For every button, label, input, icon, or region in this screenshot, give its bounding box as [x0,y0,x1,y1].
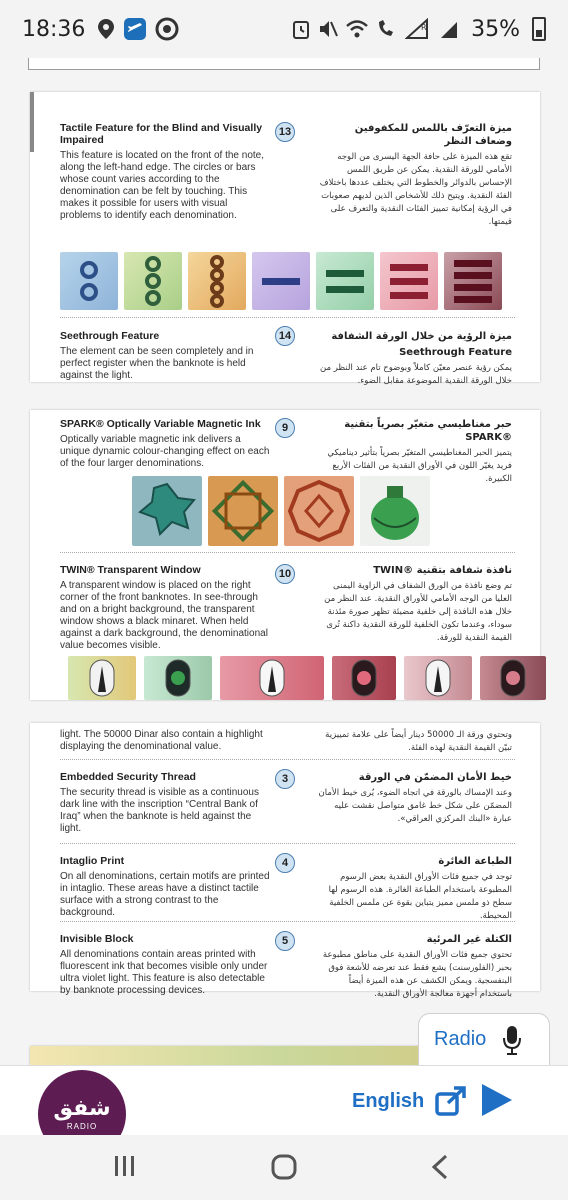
twin-image-5 [404,656,472,700]
play-icon[interactable] [478,1082,516,1118]
station-logo-sub: RADIO [66,1121,98,1131]
wifi-icon [345,18,369,40]
status-right-icons [291,17,546,42]
tactile-ar-body: تقع هذه الميزة على حافة الجهة اليسرى من الوجه الأمامي للورقة النقدية. يمكن عن طريق اللمس الإحساس بالدوائر والخطوط التي يختلف عددها باختلاف الفئة النقدية. ويتيح ذلك للأشخاص الذين لديهم صعوبات في الرؤية إمكانية تمييز الفئات النقدية والتعرف على قيمتها. [319,152,512,227]
wifi-call-icon [375,18,399,40]
tactile-number-badge: 13 [275,122,295,142]
seethrough-number-badge: 14 [275,326,295,346]
document-page-1 [30,92,540,386]
status-left-icons [97,17,179,41]
twin-images [68,656,546,700]
spark-en-body: Optically variable magnetic ink delivers a unique dynamic colour-changing effect on each of the four larger denominations. [60,434,270,469]
spark-ar-title: حبر مغناطيسي متغيّر بصرياً بتقنية ®SPARK [344,419,512,443]
tactile-image-4 [252,252,310,310]
section-divider-5 [60,921,515,922]
language-button[interactable]: English [352,1090,425,1112]
invisible-en-title: Invisible Block [60,933,134,945]
twin-image-2 [144,656,212,700]
back-icon[interactable] [428,1153,452,1181]
tactile-image-3 [188,252,246,310]
spark-number-badge: 9 [275,418,295,438]
home-icon[interactable] [270,1153,298,1181]
station-logo-text: شفق [53,1095,111,1121]
intaglio-ar-body: توجد في جميع فئات الأوراق النقدية بعض الرسوم المطبوعة باستخدام الطباعة الغائرة. هذه الرسوم لها سطح ذو ملمس مميز يتباين بقوة عن ملمس الخلفية المحيطة. [328,872,512,921]
thread-en-title: Embedded Security Thread [60,771,196,783]
signal-bars-icon [439,18,459,40]
invisible-ar-body: تحتوي جميع فئات الأوراق النقدية على مناطق مطبوعة بحبر (الفلورسنت) يشع فقط عند تعرضه للأشعة فوق البنفسجية. ويمكن الكشف عن هذه الميزة أيضاً باستخدام أجهزة معالجة الأوراق النقدية. [322,950,512,999]
twin-en [60,564,270,652]
seethrough-en [60,330,270,382]
intaglio-number-badge: 4 [275,853,295,873]
external-link-icon[interactable] [434,1086,468,1116]
radio-label: Radio [434,1028,487,1050]
invisible-en-body: All denominations contain areas printed with fluorescent ink that becomes visible only under ultra violet light. This feature is also detectable by banknote processing devices. [60,949,268,996]
section-divider-4 [60,843,515,844]
twin-image-4 [332,656,396,700]
tactile-image-5 [316,252,374,310]
twin-en-title: TWIN® Transparent Window [60,564,201,576]
section-divider-2 [60,552,515,553]
tactile-en [60,122,270,222]
invisible-en [60,933,270,997]
tactile-en-body: This feature is located on the front of the note, along the left-hand edge. The circles or bars whose count varies according to the denomination can be felt by touching. This makes it possible for users with visual problems to identify each denomination. [60,150,265,221]
tactile-image-7 [444,252,502,310]
alarm-icon [291,18,311,40]
tactile-image-6 [380,252,438,310]
tactile-ar-title: ميزة التعرّف باللمس للمكفوفين وضعاف النظر [354,123,512,147]
twin-image-1 [68,656,136,700]
section-divider-3 [60,759,515,760]
spark-image-4 [360,476,430,546]
document-page-3 [30,723,540,999]
intaglio-ar-title: الطباعة الغائرة [438,856,512,867]
status-bar [0,0,568,58]
tactile-ar [317,122,512,229]
battery-percent: 35% [471,16,520,42]
invisible-ar [317,933,512,1001]
highlight-en: light. The 50000 Dinar also contain a highlight displaying the denominational value. [60,729,263,752]
previous-page-edge [28,58,540,70]
intaglio-en-body: On all denominations, certain motifs are printed in intaglio. These areas have a distinct tactile surface with a strong contrast to the background. [60,871,270,918]
twin-image-6 [480,656,546,700]
intaglio-en [60,855,270,919]
radio-toggle[interactable] [418,1013,550,1069]
twin-number-badge: 10 [275,564,295,584]
intaglio-ar [317,855,512,923]
seethrough-ar [317,330,512,388]
twin-ar-body: تم وضع نافذة من الورق الشفاف في الزاوية اليمنى العليا من الوجه الأمامي للأوراق النقدية. عند النظر من خلال هذه النافذة إلى خلفية مضيئة تظهر صورة مئذنة سوداء، وعندما تكون الخلفية للورقة النقدية داكنة تُرى القيمة النقدية للورقة. [324,581,512,643]
signal-icon [405,18,433,40]
spark-image-1 [132,476,202,546]
twin-en-body: A transparent window is placed on the right corner of the front banknotes. In see-through and on a bright background, the transparent window shows a black minaret. When held against a dark background, the denominational value becomes visible. [60,580,268,651]
highlight-ar: وتحتوي ورقة الـ 50000 دينار أيضاً على علامة تمييزية تبيّن القيمة النقدية لهذه الفئة. [325,730,512,753]
invisible-number-badge: 5 [275,931,295,951]
intaglio-en-title: Intaglio Print [60,855,125,867]
seethrough-en-body: The element can be seen completely and in perfect register when the banknote is held against the light. [60,346,254,381]
section-divider [60,317,515,318]
tactile-image-2 [124,252,182,310]
seethrough-ar-title-en: Seethrough Feature [399,347,512,358]
spark-image-2 [208,476,278,546]
thread-number-badge: 3 [275,769,295,789]
thread-ar-title: خيط الأمان المضمّن في الورقة [358,772,512,783]
spark-ar-body: يتميز الحبر المغناطيسي المتغيّر بصرياً بتأثير ديناميكي فريد يغيّر اللون في الأوراق النقدية من الفئات الأربع الكبيرة. [327,448,512,484]
status-time: 18:36 [22,16,86,42]
microphone-icon [501,1024,523,1056]
tactile-images [60,252,502,310]
location-pin-icon [97,18,115,40]
spark-image-3 [284,476,354,546]
spark-en-title: SPARK® Optically Variable Magnetic Ink [60,418,261,430]
invisible-ar-title: الكتلة غير المرئية [426,934,512,945]
scroll-marker [30,92,34,152]
svg-text:R: R [421,23,427,32]
seethrough-ar-body: يمكن رؤية عنصر معيّن كاملاً وبوضوح تام عند النظر من خلال الورقة النقدية الموضوعة مقابل الضوء. [319,363,512,386]
thread-en-body: The security thread is visible as a continuous dark line with the inscription “Central Bank of Iraq” when the banknote is held against the light. [60,787,259,834]
thread-ar-body: وعند الإمساك بالورقة في اتجاه الضوء، يُرى خيط الأمان المضمّن على شكل خط غامق متواصل نقشت عليه عبارة «البنك المركزي العراقي». [318,788,512,824]
mute-icon [317,18,339,40]
twin-image-3 [220,656,324,700]
document-viewer[interactable] [0,58,568,1065]
system-navigation-bar [0,1135,568,1200]
recent-apps-icon[interactable] [112,1153,138,1179]
seethrough-ar-title: ميزة الرؤية من خلال الورقة الشفافة [331,331,512,342]
record-app-icon [155,17,179,41]
tactile-en-title: Tactile Feature for the Blind and Visually Impaired [60,122,263,146]
battery-icon [532,17,546,41]
thread-en [60,771,270,835]
twin-ar [317,564,512,645]
spark-images [132,476,430,546]
spark-en [60,418,270,470]
airplane-app-icon [123,17,147,41]
tactile-image-1 [60,252,118,310]
seethrough-en-title: Seethrough Feature [60,330,160,342]
twin-ar-title: نافذة شفافة بتقنية ®TWIN [373,565,512,576]
radio-player-bar [0,1065,568,1135]
thread-ar [317,771,512,826]
